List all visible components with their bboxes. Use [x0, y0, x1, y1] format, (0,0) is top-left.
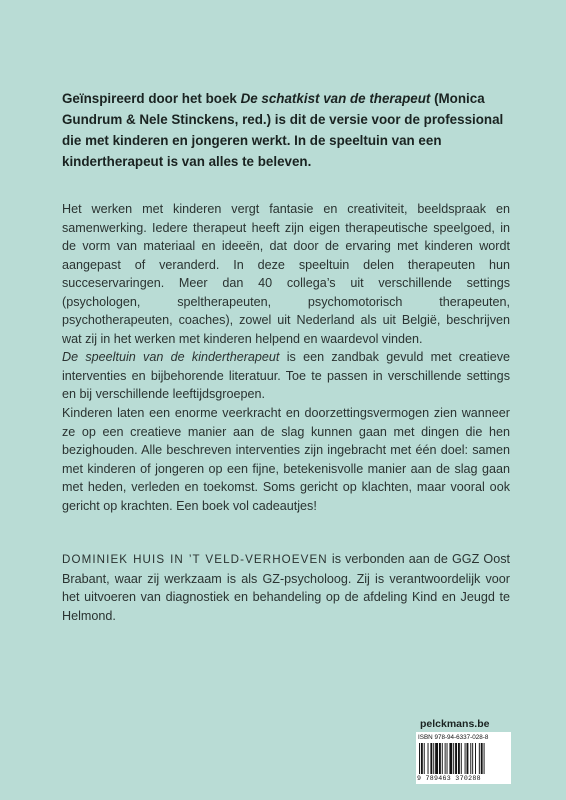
- description-book-title: De speeltuin van de kindertherapeut: [62, 350, 280, 364]
- description-paragraph: [62, 200, 510, 404]
- intro-book-title: De schatkist van de therapeut: [240, 91, 431, 106]
- description-text-continued: is een zandbak gevuld met creatieve interventies en bijbehorende literatuur. Toe te passen in verschillende settings en bij verschillende leeftijdsgroepen.: [62, 350, 510, 401]
- children-text: Kinderen laten een enorme veerkracht en doorzettingsvermogen zien wanneer ze op een creatieve manier aan de slag kunnen gaan met dingen die hen bezighouden. Alle beschreven interventies zijn ingebracht met één doel: samen met kinderen of jongeren op een fijne, betekenisvolle manier aan de slag gaan met heden, verleden en toekomst. Soms gericht op klachten, maar vooral ook gericht op krachten. Een boek vol cadeautjes!: [62, 406, 510, 513]
- author-name: DOMINIEK HUIS IN ’T VELD-VERHOEVEN: [62, 553, 328, 566]
- description-text: Het werken met kinderen vergt fantasie en creativiteit, beeldspraak en samenwerking. Iedere therapeut heeft zijn eigen therapeutische speelgoed, in de vorm van materiaal en ideeën, dat door de ervaring met kinderen wordt aangepast of veranderd. In deze speeltuin delen therapeuten hun succeservaringen. Meer dan 40 collega’s uit verschillende settings (psychologen, speltherapeuten, psychomotorisch therapeuten, psychotherapeuten, coaches), zowel uit Nederland als uit België, beschrijven wat zij in het werken met kinderen helpend en waardevol vinden.: [62, 202, 510, 346]
- intro-paragraph: [62, 88, 510, 172]
- intro-text-start: Geïnspireerd door het boek: [62, 91, 241, 106]
- isbn-label: ISBN 978-94-6337-028-8: [418, 734, 489, 741]
- children-paragraph: [62, 404, 510, 515]
- author-paragraph: [62, 550, 510, 625]
- author-bio: is verbonden aan de GGZ Oost Brabant, waar zij werkzaam is als GZ-psycholoog. Zij is verantwoordelijk voor het uitvoeren van diagnostiek en behandeling op de afdeling Kind en Jeugd te Helmond.: [62, 552, 510, 623]
- publisher-url: pelckmans.be: [420, 718, 490, 730]
- isbn-barcode: [416, 732, 511, 784]
- barcode-digits: 9 789463 370288: [417, 775, 481, 782]
- barcode-bars-icon: [419, 743, 508, 774]
- intro-text-end: (Monica Gundrum & Nele Stinckens, red.) is dit de versie voor de professional die met kinderen en jongeren werkt. In de speeltuin van een kindertherapeut is van alles te beleven.: [62, 91, 504, 169]
